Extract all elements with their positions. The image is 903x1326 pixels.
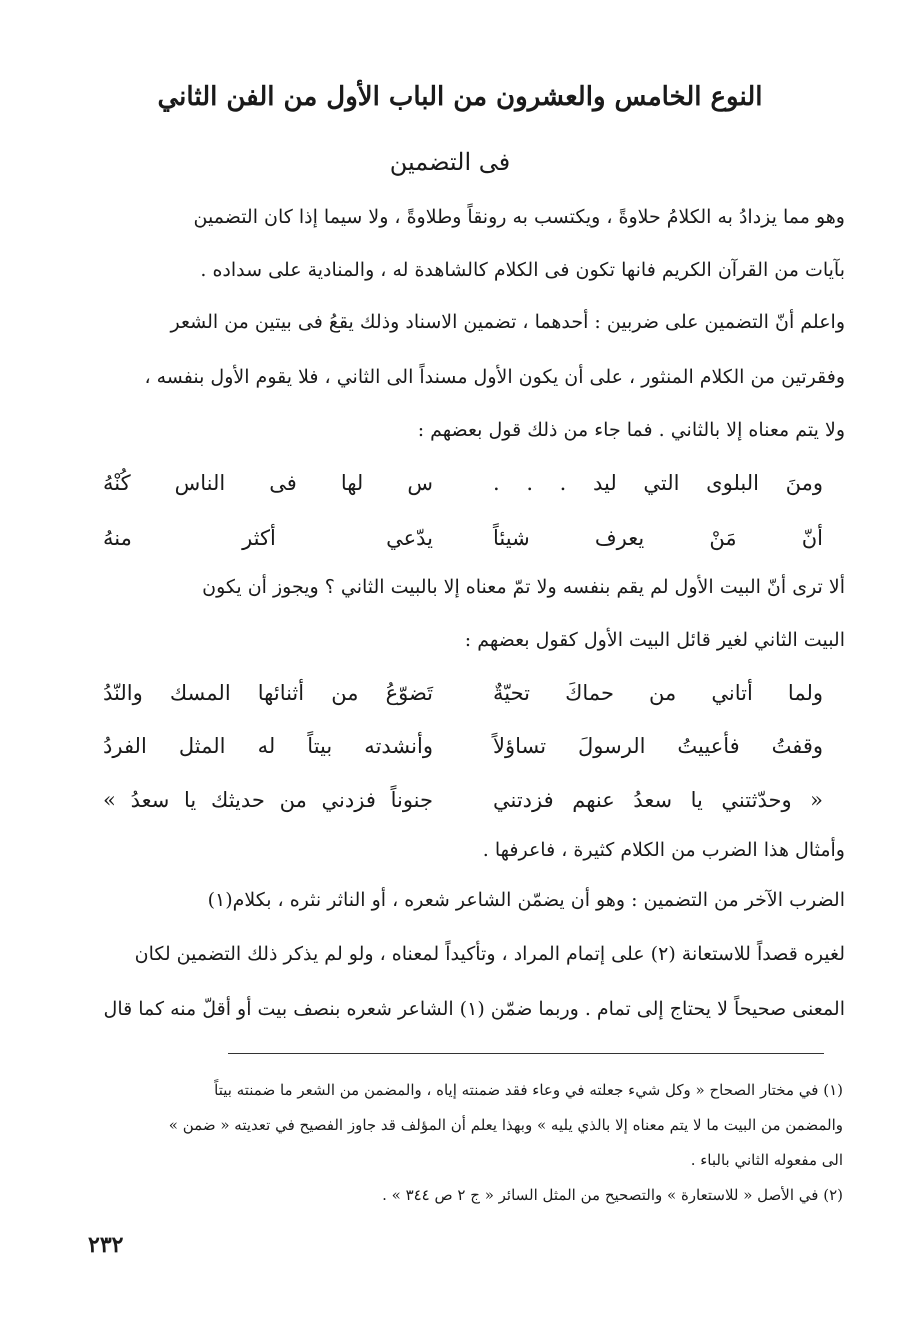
footnote-divider <box>228 1053 824 1054</box>
verse-line <box>103 680 823 706</box>
verse-first-hemistich: ولما أتاني من حماكَ تحيّةٌ <box>493 681 823 705</box>
paragraph-line: الضرب الآخر من التضمين : وهو أن يضمّن الشاعر شعره ، أو الناثر نثره ، بكلام(١) <box>207 889 845 911</box>
verse-second-hemistich: جنوناً فزدني من حديثك يا سعدُ » <box>103 788 433 812</box>
verse-line <box>103 525 823 551</box>
footnote-line: (١) في مختار الصحاح « وكل شيء جعلته في وعاء فقد ضمنته إياه ، والمضمن من الشعر ما ضمنته بيتاً <box>214 1081 843 1099</box>
verse-line <box>103 733 823 759</box>
footnote-line: والمضمن من البيت ما لا يتم معناه إلا بالذي يليه » وبهذا يعلم أن المؤلف قد جاوز الفصيح في تعديته « ضمن » <box>168 1116 843 1134</box>
paragraph-line: واعلم أنّ التضمين على ضربين : أحدهما ، تضمين الاسناد وذلك يقعُ فى بيتين من الشعر <box>170 311 845 333</box>
paragraph-line: ولا يتم معناه إلا بالثاني . فما جاء من ذلك قول بعضهم : <box>417 419 845 441</box>
verse-line <box>103 787 823 813</box>
verse-second-hemistich: س لها فى الناس كُنْهُ <box>103 471 433 495</box>
paragraph-line: البيت الثاني لغير قائل البيت الأول كقول بعضهم : <box>464 629 845 651</box>
verse-second-hemistich: يدّعي أكثر منهُ <box>103 526 433 550</box>
paragraph-line: وهو مما يزدادُ به الكلامُ حلاوةً ، ويكتسب به رونقاً وطلاوةً ، ولا سيما إذا كان التضمين <box>193 206 845 228</box>
verse-first-hemistich: ومنَ البلوى التي ليد . . . <box>493 471 823 495</box>
chapter-title: النوع الخامس والعشرون من الباب الأول من الفن الثاني <box>157 82 763 112</box>
verse-first-hemistich: « وحدّثتني يا سعدُ عنهم فزدتني <box>493 788 823 812</box>
verse-first-hemistich: أنّ مَنْ يعرف شيئاً <box>493 526 823 550</box>
verse-line <box>103 470 823 496</box>
paragraph-line: ألا ترى أنّ البيت الأول لم يقم بنفسه ولا تمّ معناه إلا بالبيت الثاني ؟ ويجوز أن يكون <box>202 576 845 598</box>
paragraph-line: وفقرتين من الكلام المنثور ، على أن يكون الأول مسنداً الى الثاني ، فلا يقوم الأول بنفسه ، <box>144 366 845 388</box>
verse-second-hemistich: تَضوّعُ من أثنائها المسك والنّدُ <box>103 681 433 705</box>
verse-second-hemistich: وأنشدته بيتاً له المثل الفردُ <box>103 734 433 758</box>
paragraph-line: بآيات من القرآن الكريم فانها تكون فى الكلام كالشاهدة له ، والمنادية على سداده . <box>200 259 845 281</box>
footnote-line: الى مفعوله الثاني بالباء . <box>690 1151 843 1169</box>
paragraph-line: لغيره قصداً للاستعانة (٢) على إتمام المراد ، وتأكيداً لمعناه ، ولو لم يذكر ذلك التضمين لكان <box>134 943 845 965</box>
page-number: ٢٣٢ <box>88 1232 124 1258</box>
paragraph-line: المعنى صحيحاً لا يحتاج إلى تمام . وربما ضمّن (١) الشاعر شعره بنصف بيت أو أقلّ منه كما قال <box>103 998 845 1020</box>
section-subtitle: فى التضمين <box>389 148 511 176</box>
footnote-line: (٢) في الأصل « للاستعارة » والتصحيح من المثل السائر « ج ٢ ص ٣٤٤ » . <box>382 1186 843 1204</box>
paragraph-line: وأمثال هذا الضرب من الكلام كثيرة ، فاعرفها . <box>482 839 845 861</box>
verse-first-hemistich: وقفتُ فأعييتُ الرسولَ تساؤلاً <box>493 734 823 758</box>
